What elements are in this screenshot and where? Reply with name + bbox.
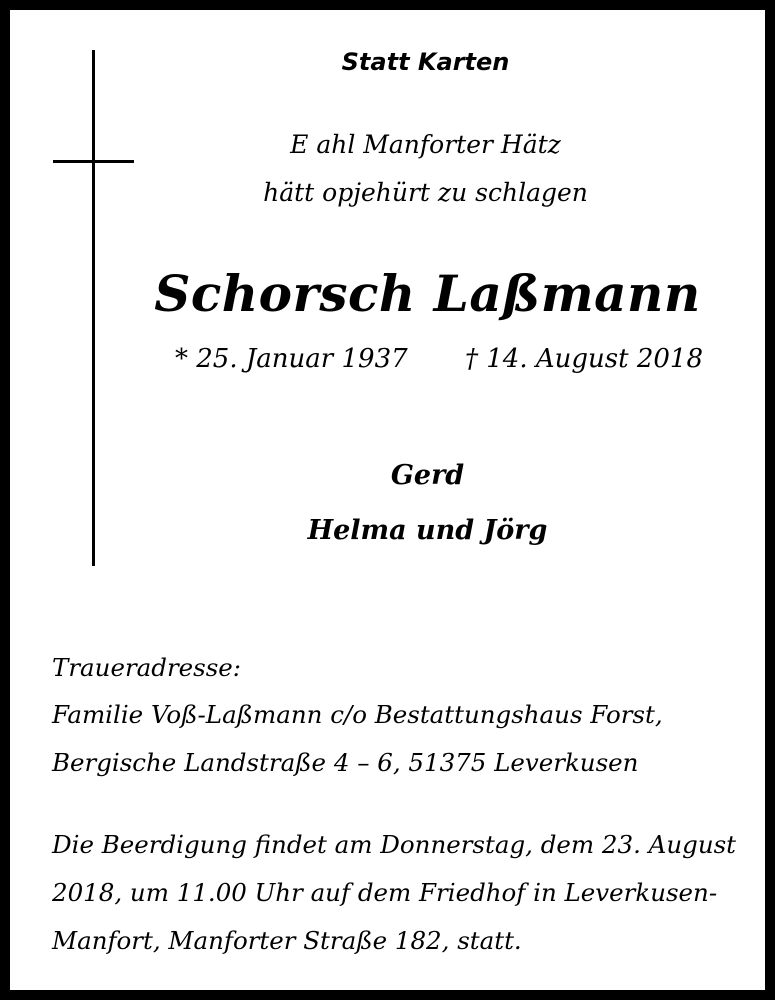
funeral-info-line-2: 2018, um 11.00 Uhr auf dem Friedhof in Leverkusen-: [52, 878, 718, 907]
cross-horizontal-bar: [53, 160, 134, 163]
death-date: † 14. August 2018: [465, 344, 704, 374]
funeral-info-line-1: Die Beerdigung findet am Donnerstag, dem 23. August: [52, 830, 737, 859]
deceased-name: Schorsch Laßmann: [154, 264, 701, 323]
epigraph-line-2: hätt opjehürt zu schlagen: [263, 178, 588, 207]
birth-date: * 25. Januar 1937: [175, 344, 408, 374]
address-line-1: Familie Voß-Laßmann c/o Bestattungshaus Forst,: [52, 700, 663, 729]
epigraph-line-1: E ahl Manforter Hätz: [290, 130, 561, 159]
address-label: Traueradresse:: [52, 653, 242, 682]
notice-header: Statt Karten: [341, 48, 510, 76]
funeral-info-line-3: Manfort, Manforter Straße 182, statt.: [52, 926, 522, 955]
family-member-line-1: Gerd: [390, 460, 465, 491]
family-member-line-2: Helma und Jörg: [307, 515, 548, 546]
address-line-2: Bergische Landstraße 4 – 6, 51375 Leverkusen: [52, 748, 639, 777]
